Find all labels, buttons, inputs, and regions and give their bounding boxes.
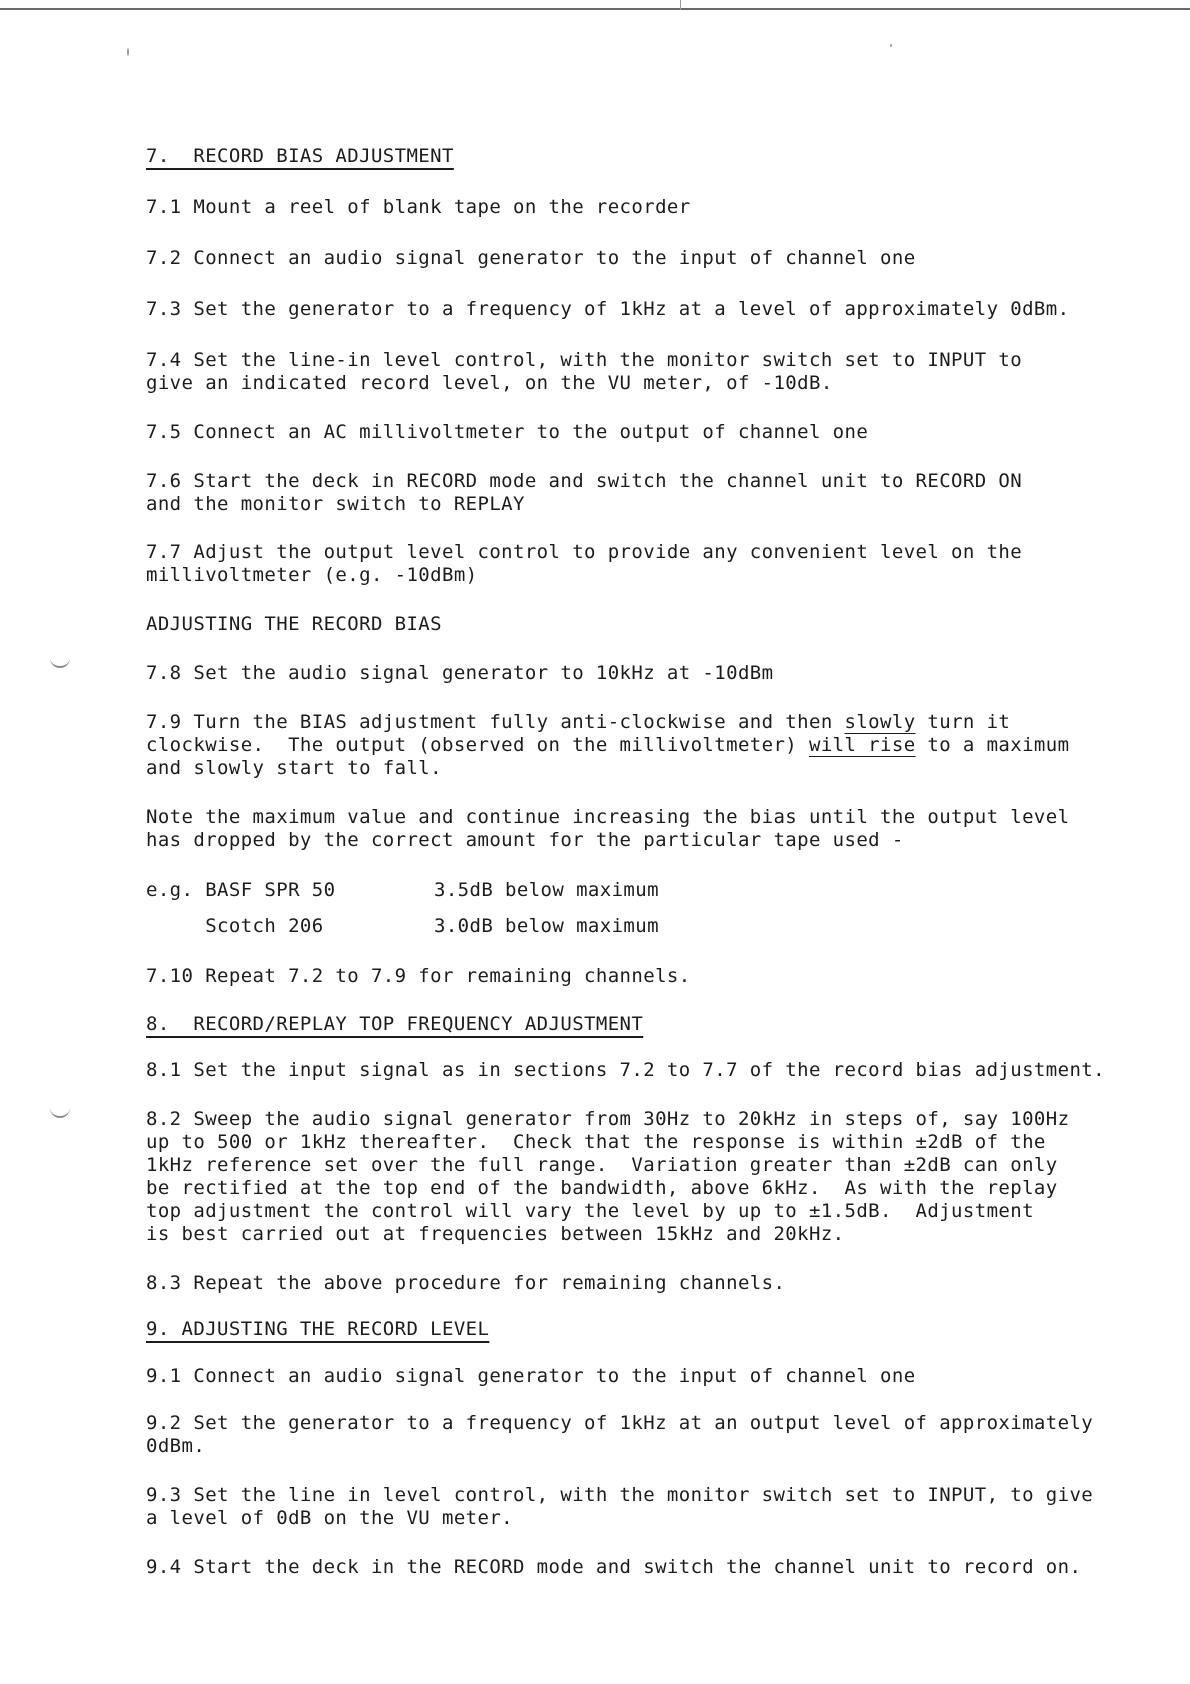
note-line-2: has dropped by the correct amount for the particular tape used - bbox=[146, 829, 904, 851]
step-9-3-line-1: 9.3 Set the line in level control, with the monitor switch set to INPUT, to give bbox=[146, 1484, 1094, 1506]
step-9-4: 9.4 Start the deck in the RECORD mode and switch the channel unit to record on. bbox=[146, 1556, 1082, 1578]
step-9-3-line-2: a level of 0dB on the VU meter. bbox=[146, 1507, 514, 1529]
tape-name: Scotch 206 bbox=[146, 915, 324, 937]
step-7-2: 7.2 Connect an audio signal generator to the input of channel one bbox=[146, 247, 916, 269]
page-top-tick bbox=[680, 0, 681, 10]
step-7-9-line-1 bbox=[146, 711, 1010, 734]
underlined-slowly: slowly bbox=[844, 711, 916, 733]
section-8-heading: 8. RECORD/REPLAY TOP FREQUENCY ADJUSTMENT bbox=[146, 1013, 644, 1035]
step-7-9-text: turn it bbox=[915, 711, 1011, 733]
tape-value: 3.0dB below maximum bbox=[434, 915, 659, 937]
step-7-4-line-1: 7.4 Set the line-in level control, with the monitor switch set to INPUT to bbox=[146, 349, 1023, 371]
step-7-5: 7.5 Connect an AC millivoltmeter to the output of channel one bbox=[146, 421, 869, 443]
hole-punch-mark bbox=[50, 658, 70, 668]
step-7-6-line-1: 7.6 Start the deck in RECORD mode and switch the channel unit to RECORD ON bbox=[146, 470, 1023, 492]
tape-row bbox=[146, 915, 659, 938]
step-7-8: 7.8 Set the audio signal generator to 10kHz at -10dBm bbox=[146, 662, 774, 684]
page-top-rule bbox=[0, 8, 1190, 10]
step-9-1: 9.1 Connect an audio signal generator to the input of channel one bbox=[146, 1365, 916, 1387]
hole-punch-mark bbox=[50, 1108, 70, 1118]
scan-speck bbox=[890, 44, 892, 47]
step-8-2-line-5: top adjustment the control will vary the level by up to ±1.5dB. Adjustment bbox=[146, 1200, 1034, 1222]
step-8-2-line-2: up to 500 or 1kHz thereafter. Check that the response is within ±2dB of the bbox=[146, 1131, 1046, 1153]
step-8-1: 8.1 Set the input signal as in sections 7.2 to 7.7 of the record bias adjustment. bbox=[146, 1059, 1105, 1081]
section-9-heading: 9. ADJUSTING THE RECORD LEVEL bbox=[146, 1318, 490, 1340]
step-7-6-line-2: and the monitor switch to REPLAY bbox=[146, 493, 525, 515]
tape-row bbox=[146, 879, 659, 902]
section-7-heading: 7. RECORD BIAS ADJUSTMENT bbox=[146, 145, 454, 167]
step-7-9-text: to a maximum bbox=[915, 734, 1070, 756]
step-8-3: 8.3 Repeat the above procedure for remaining channels. bbox=[146, 1272, 786, 1294]
step-9-2-line-2: 0dBm. bbox=[146, 1435, 206, 1457]
step-8-2-line-3: 1kHz reference set over the full range. Variation greater than ±2dB can only bbox=[146, 1154, 1058, 1176]
step-7-4-line-2: give an indicated record level, on the VU meter, of -10dB. bbox=[146, 372, 833, 394]
scan-speck bbox=[127, 48, 129, 56]
step-9-2-line-1: 9.2 Set the generator to a frequency of 1kHz at an output level of approximately bbox=[146, 1412, 1094, 1434]
step-7-9-line-3: and slowly start to fall. bbox=[146, 757, 442, 779]
step-8-2-line-4: be rectified at the top end of the bandwidth, above 6kHz. As with the replay bbox=[146, 1177, 1058, 1199]
step-7-9-text: 7.9 Turn the BIAS adjustment fully anti-clockwise and then bbox=[146, 711, 845, 733]
tape-value: 3.5dB below maximum bbox=[434, 879, 659, 901]
step-7-9-line-2 bbox=[146, 734, 1069, 757]
step-7-10: 7.10 Repeat 7.2 to 7.9 for remaining channels. bbox=[146, 965, 691, 987]
step-7-7-line-1: 7.7 Adjust the output level control to provide any convenient level on the bbox=[146, 541, 1023, 563]
step-7-3: 7.3 Set the generator to a frequency of 1kHz at a level of approximately 0dBm. bbox=[146, 298, 1070, 320]
underlined-will-rise: will rise bbox=[808, 734, 916, 756]
subheading-record-bias: ADJUSTING THE RECORD BIAS bbox=[146, 613, 442, 635]
step-7-1: 7.1 Mount a reel of blank tape on the recorder bbox=[146, 196, 691, 218]
step-8-2-line-6: is best carried out at frequencies between 15kHz and 20kHz. bbox=[146, 1223, 845, 1245]
step-8-2-line-1: 8.2 Sweep the audio signal generator from 30Hz to 20kHz in steps of, say 100Hz bbox=[146, 1108, 1070, 1130]
note-line-1: Note the maximum value and continue increasing the bias until the output level bbox=[146, 806, 1070, 828]
step-7-9-text: clockwise. The output (observed on the millivoltmeter) bbox=[146, 734, 809, 756]
tape-name: e.g. BASF SPR 50 bbox=[146, 879, 336, 901]
step-7-7-line-2: millivoltmeter (e.g. -10dBm) bbox=[146, 564, 478, 586]
